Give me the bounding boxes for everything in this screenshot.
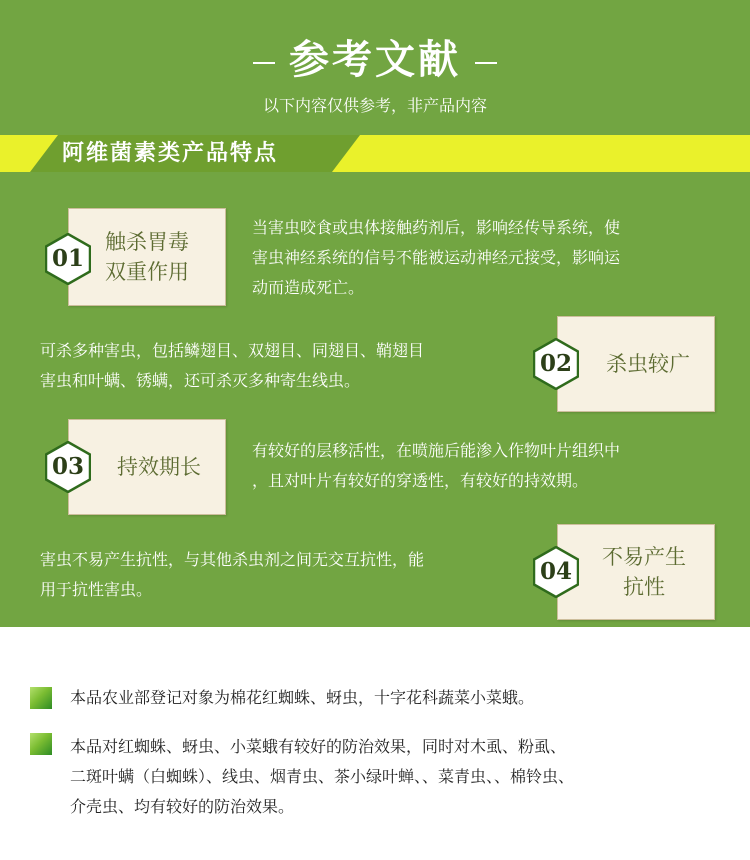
feature-2-number: 02 bbox=[539, 350, 572, 377]
feature-card-2-label bbox=[558, 317, 714, 411]
header-title bbox=[0, 32, 750, 88]
note-2-line2: 二斑叶螨（白蜘蛛）、线虫、烟青虫、茶小绿叶蝉、、菜青虫、、棉铃虫、 bbox=[70, 767, 575, 786]
feature-card-2 bbox=[557, 316, 715, 412]
feature-card-1-label bbox=[69, 209, 225, 305]
header-subtitle: 以下内容仅供参考，非产品内容 bbox=[262, 96, 487, 115]
feature-4-title-line2: 抗性 bbox=[623, 575, 665, 599]
feature-3-desc-line1: 有较好的层移活性，在喷施后能渗入作物叶片组织中 bbox=[252, 441, 621, 460]
note-1-line1: 本品农业部登记对象为棉花红蜘蛛、蚜虫，十字花科蔬菜小菜蛾。 bbox=[70, 688, 535, 707]
feature-4-desc-line2: 用于抗性害虫。 bbox=[40, 580, 153, 599]
feature-1-desc-line3: 动而造成死亡。 bbox=[252, 278, 365, 297]
note-1 bbox=[70, 683, 534, 713]
feature-1-title-line1: 触杀胃毒 bbox=[105, 230, 189, 254]
feature-1-description bbox=[252, 213, 620, 303]
section-banner bbox=[0, 135, 750, 172]
feature-3-title-line1: 持效期长 bbox=[117, 455, 201, 479]
feature-1-title-line2: 双重作用 bbox=[105, 260, 189, 284]
feature-2-desc-line1: 可杀多种害虫，包括鳞翅目、双翅目、同翅目、鞘翅目 bbox=[40, 341, 425, 360]
header-title-text: 参考文献 bbox=[289, 36, 461, 83]
feature-card-4 bbox=[557, 524, 715, 620]
note-2-bullet-icon bbox=[30, 733, 52, 755]
feature-card-3 bbox=[68, 419, 226, 515]
feature-card-1 bbox=[68, 208, 226, 306]
feature-card-3-label bbox=[69, 420, 225, 514]
feature-3-description bbox=[252, 436, 620, 496]
note-2 bbox=[70, 732, 574, 822]
feature-4-desc-line1: 害虫不易产生抗性，与其他杀虫剂之间无交互抗性，能 bbox=[40, 550, 425, 569]
section-title: 阿维菌素类产品特点 bbox=[62, 141, 279, 166]
feature-3-desc-line2: ，且对叶片有较好的穿透性，有较好的持效期。 bbox=[252, 471, 589, 490]
title-right-dash bbox=[475, 62, 497, 64]
feature-2-description bbox=[40, 336, 424, 396]
title-left-dash bbox=[253, 62, 275, 64]
feature-3-number: 03 bbox=[51, 453, 84, 480]
note-2-line3: 介壳虫、均有较好的防治效果。 bbox=[70, 797, 295, 816]
feature-1-number: 01 bbox=[51, 245, 84, 272]
feature-4-description bbox=[40, 545, 424, 605]
feature-2-desc-line2: 害虫和叶螨、锈螨，还可杀灭多种寄生线虫。 bbox=[40, 371, 361, 390]
feature-badge-2 bbox=[533, 338, 579, 390]
feature-card-4-label bbox=[558, 525, 714, 619]
feature-badge-3 bbox=[45, 441, 91, 493]
feature-4-title-line1: 不易产生 bbox=[602, 545, 686, 569]
note-1-bullet-icon bbox=[30, 687, 52, 709]
note-2-line1: 本品对红蜘蛛、蚜虫、小菜蛾有较好的防治效果，同时对木虱、粉虱、 bbox=[70, 737, 567, 756]
feature-2-title-line1: 杀虫较广 bbox=[606, 352, 690, 376]
feature-1-desc-line1: 当害虫咬食或虫体接触药剂后，影响经传导系统，使 bbox=[252, 218, 621, 237]
feature-badge-1 bbox=[45, 233, 91, 285]
feature-1-desc-line2: 害虫神经系统的信号不能被运动神经元接受，影响运 bbox=[252, 248, 621, 267]
feature-4-number: 04 bbox=[539, 558, 572, 585]
feature-badge-4 bbox=[533, 546, 579, 598]
